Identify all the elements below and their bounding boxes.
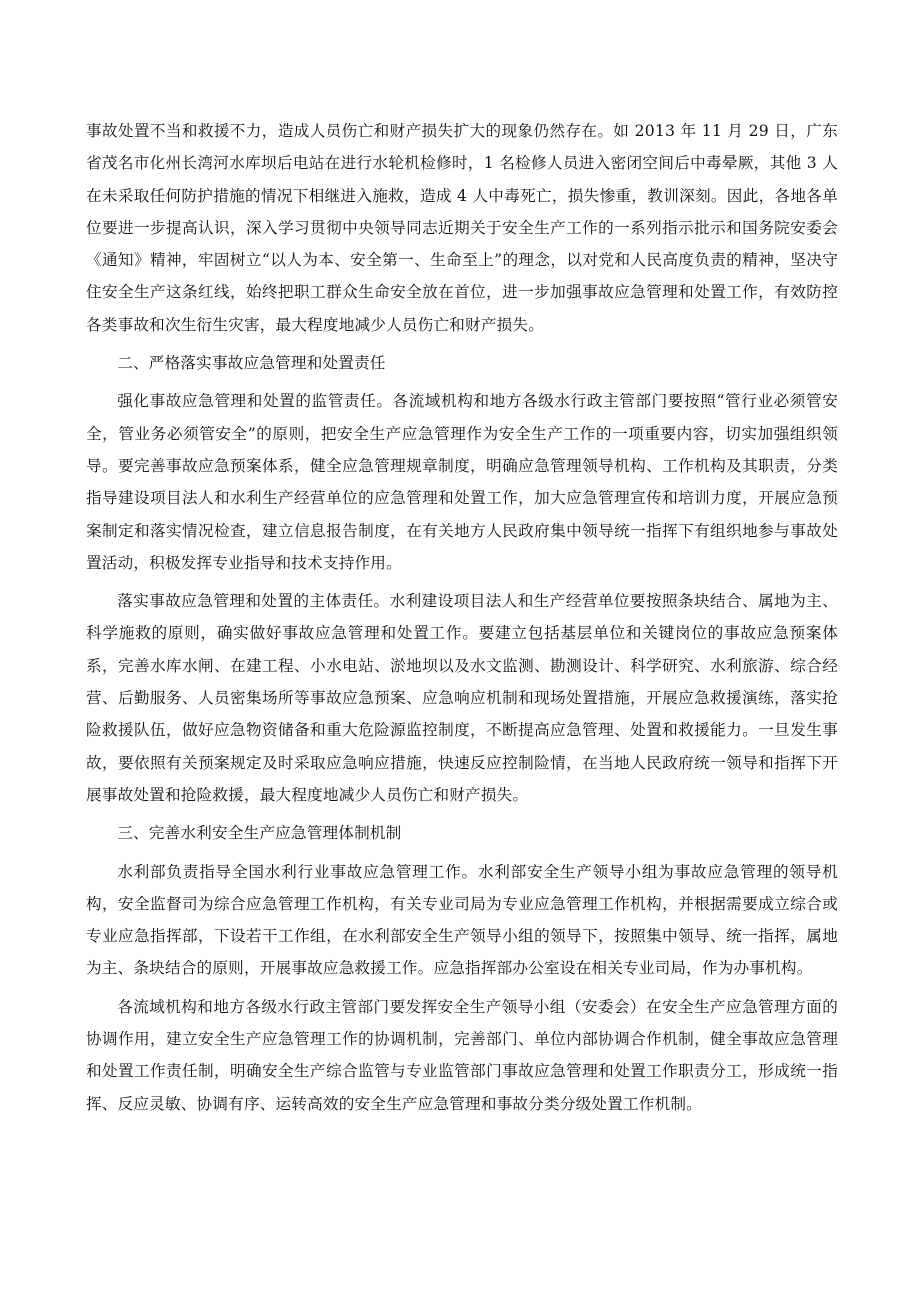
paragraph-supervision-responsibility: 强化事故应急管理和处置的监管责任。各流域机构和地方各级水行政主管部门要按照“管行业必须管安全，管业务必须管安全”的原则，把安全生产应急管理作为安全生产工作的一项重要内容，切实加强组织领导。要完善事故应急预案体系，健全应急管理规章制度，明确应急管理领导机构、工作机构及其职责，分类指导建设项目法人和水利生产经营单位的应急管理和处置工作，加大应急管理宣传和培训力度，开展应急预案制定和落实情况检查，建立信息报告制度，在有关地方人民政府集中领导统一指挥下有组织地参与事故处置活动，积极发挥专业指导和技术支持作用。 — [86, 392, 838, 572]
paragraph-ministry-guidance: 水利部负责指导全国水利行业事故应急管理工作。水利部安全生产领导小组为事故应急管理的领导机构，安全监督司为综合应急管理工作机构，有关专业司局为专业应急管理工作机构，并根据需要成立综合或专业应急指挥部，下设若干工作组，在水利部安全生产领导小组的领导下，按照集中领导、统一指挥，属地为主、条块结合的原则，开展事故应急救援工作。应急指挥部办公室设在相关专业司局，作为办事机构。 — [86, 862, 838, 978]
section-heading-3: 三、完善水利安全生产应急管理体制机制 — [117, 824, 402, 843]
section-heading-2: 二、严格落实事故应急管理和处置责任 — [117, 354, 386, 373]
paragraph-intro-continuation: 事故处置不当和救援不力，造成人员伤亡和财产损失扩大的现象仍然存在。如 2013 年 11 月 29 日，广东省茂名市化州长湾河水库坝后电站在进行水轮机检修时，1 名检修人员进入密闭空间后中毒晕厥，其他 3 人在未采取任何防护措施的情况下相继进入施救，造成 4 人中毒死亡，损失惨重，教训深刻。因此，各地各单位要进一步提高认识，深入学习贯彻中央领导同志近期关于安全生产工作的一系列指示批示和国务院安委会《通知》精神，牢固树立“以人为本、安全第一、生命至上”的理念，以对党和人民高度负责的精神，坚决守住安全生产这条红线，始终把职工群众生命安全放在首位，进一步加强事故应急管理和处置工作，有效防控各类事故和次生衍生灾害，最大程度地减少人员伤亡和财产损失。 — [86, 122, 838, 334]
paragraph-coordination-mechanism: 各流域机构和地方各级水行政主管部门要发挥安全生产领导小组（安委会）在安全生产应急管理方面的协调作用，建立安全生产应急管理工作的协调机制，完善部门、单位内部协调合作机制，健全事故应急管理和处置工作责任制，明确安全生产综合监管与专业监管部门事故应急管理和处置工作职责分工，形成统一指挥、反应灵敏、协调有序、运转高效的安全生产应急管理和事故分类分级处置工作机制。 — [86, 997, 838, 1113]
paragraph-main-responsibility: 落实事故应急管理和处置的主体责任。水利建设项目法人和生产经营单位要按照条块结合、属地为主、科学施救的原则，确实做好事故应急管理和处置工作。要建立包括基层单位和关键岗位的事故应急预案体系，完善水库水闸、在建工程、小水电站、淤地坝以及水文监测、勘测设计、科学研究、水利旅游、综合经营、后勤服务、人员密集场所等事故应急预案、应急响应机制和现场处置措施，开展应急救援演练，落实抢险救援队伍，做好应急物资储备和重大危险源监控制度，不断提高应急管理、处置和救援能力。一旦发生事故，要依照有关预案规定及时采取应急响应措施，快速反应控制险情，在当地人民政府统一领导和指挥下开展事故处置和抢险救援，最大程度地减少人员伤亡和财产损失。 — [86, 592, 838, 804]
